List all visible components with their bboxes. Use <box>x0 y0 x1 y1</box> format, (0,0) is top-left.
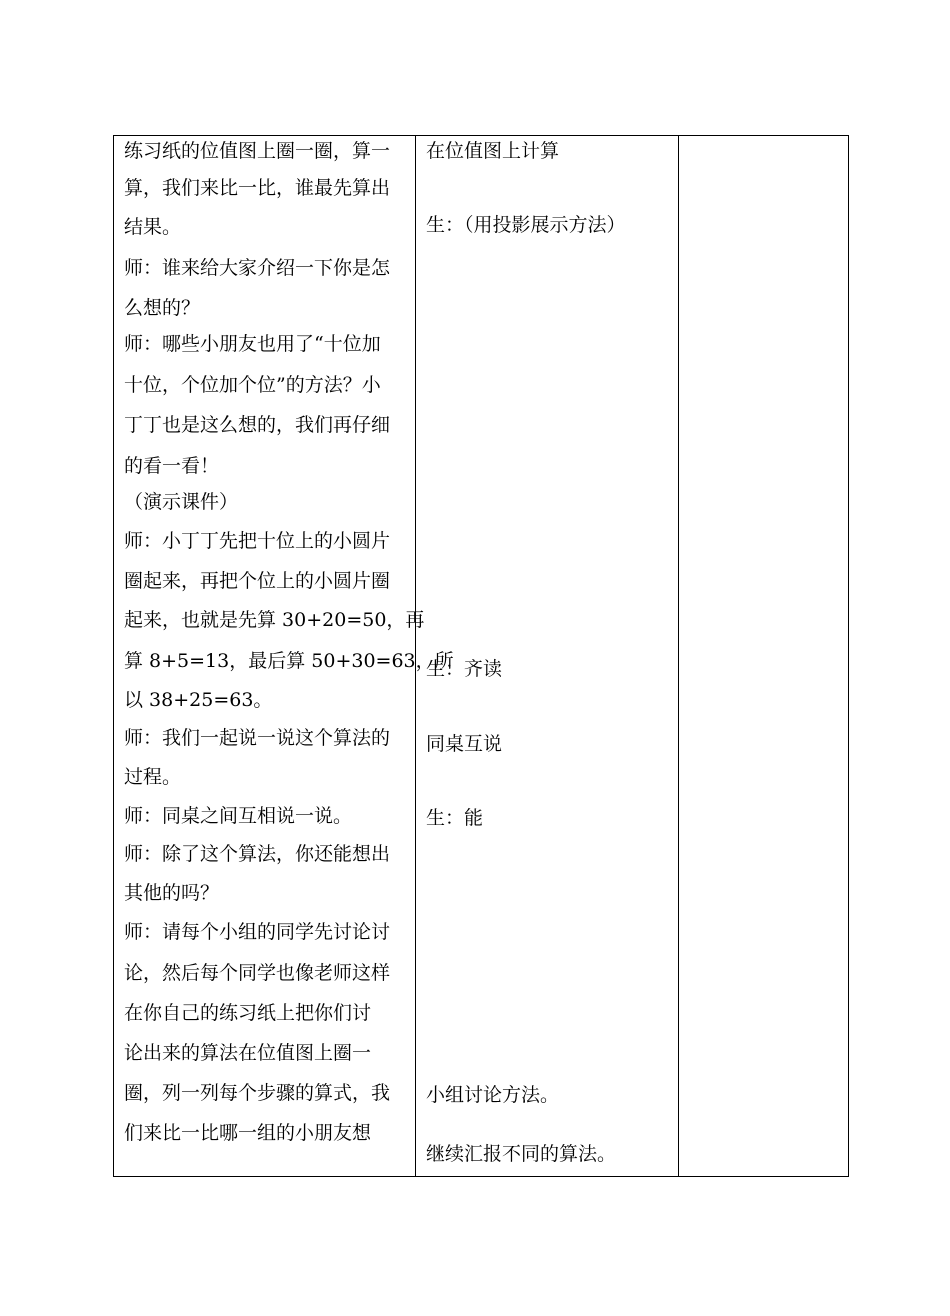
student-line: 在位值图上计算 <box>426 140 560 162</box>
teacher-line: 论出来的算法在位值图上圈一 <box>124 1042 372 1064</box>
teacher-line: 圈，列一列每个步骤的算式，我 <box>124 1082 391 1104</box>
student-line: 生：能 <box>426 807 484 829</box>
teacher-line: 的看一看！ <box>124 455 220 477</box>
teacher-line: 师：谁来给大家介绍一下你是怎 <box>124 257 391 279</box>
teacher-line: 十位，个位加个位”的方法？小 <box>124 374 381 396</box>
teacher-line: 师：哪些小朋友也用了“十位加 <box>124 333 381 355</box>
teacher-line: 算，我们来比一比，谁最先算出 <box>124 177 391 199</box>
student-line: 继续汇报不同的算法。 <box>426 1143 617 1165</box>
column-divider-2 <box>678 136 679 1176</box>
student-line: 小组讨论方法。 <box>426 1084 560 1106</box>
teacher-line: 以 38+25=63。 <box>124 689 273 711</box>
teacher-line: 么想的？ <box>124 297 201 319</box>
teacher-line: 圈起来，再把个位上的小圆片圈 <box>124 570 391 592</box>
teacher-line: 师：我们一起说一说这个算法的 <box>124 727 391 749</box>
teacher-line: 练习纸的位值图上圈一圈，算一 <box>124 140 391 162</box>
teacher-line: （演示课件） <box>124 491 239 513</box>
lesson-table <box>113 135 849 1177</box>
student-line: 同桌互说 <box>426 733 503 755</box>
teacher-line: 过程。 <box>124 766 182 788</box>
teacher-line: 师：同桌之间互相说一说。 <box>124 805 353 827</box>
teacher-line: 们来比一比哪一组的小朋友想 <box>124 1122 372 1144</box>
teacher-line: 丁丁也是这么想的，我们再仔细 <box>124 414 391 436</box>
teacher-line: 师：请每个小组的同学先讨论讨 <box>124 921 391 943</box>
student-line: 生：齐读 <box>426 658 503 680</box>
teacher-line: 结果。 <box>124 216 182 238</box>
student-line: 生：（用投影展示方法） <box>426 214 626 236</box>
teacher-line: 起来，也就是先算 30+20=50，再 <box>124 609 425 631</box>
teacher-line: 算 8+5=13，最后算 50+30=63，所 <box>124 650 454 672</box>
teacher-line: 论，然后每个同学也像老师这样 <box>124 962 391 984</box>
teacher-line: 在你自己的练习纸上把你们讨 <box>124 1002 372 1024</box>
teacher-line: 师：小丁丁先把十位上的小圆片 <box>124 530 391 552</box>
teacher-line: 其他的吗？ <box>124 882 220 904</box>
teacher-line: 师：除了这个算法，你还能想出 <box>124 843 391 865</box>
